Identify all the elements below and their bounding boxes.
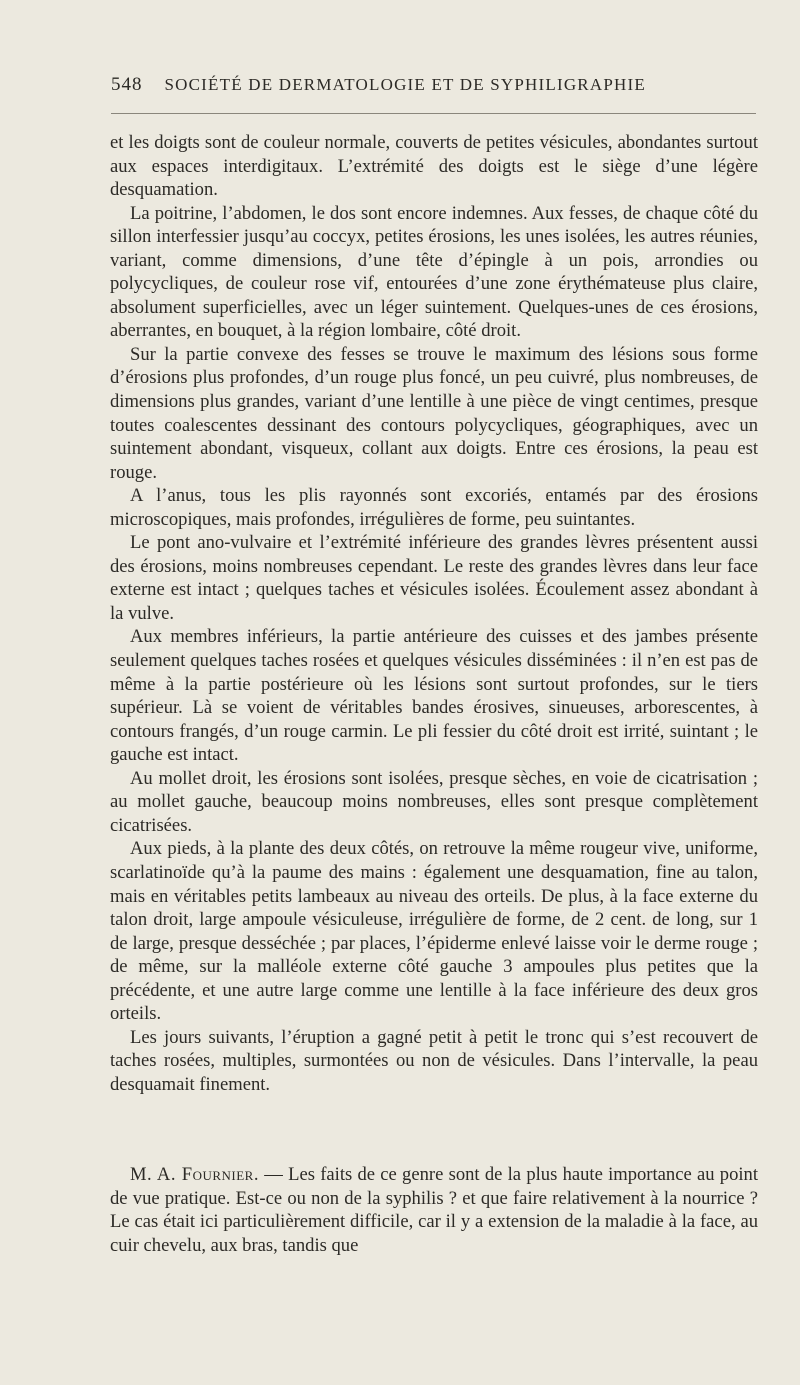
- discussion-text: — Les faits de ce genre sont de la plus haute importance au point de vue pratique. Est-ce ou non de la syphilis ? et que faire relativement à la nourrice ? Le cas était ici particulièrement difficile, car il y a extension de la maladie à la face, au cuir chevelu, aux bras, tandis que: [110, 1164, 759, 1256]
- paragraph: Les jours suivants, l’éruption a gagné petit à petit le tronc qui s’est recouvert de taches rosées, multiples, surmontées ou non de vésicules. Dans l’intervalle, la peau desquamait finement.: [110, 1026, 758, 1095]
- paragraph: Le pont ano-vulvaire et l’extrémité inférieure des grandes lèvres présentent aussi des érosions, moins nombreuses cependant. Le reste des grandes lèvres dans leur face externe est intact ; quelques taches et vésicules isolées. Écoulement assez abondant à la vulve.: [110, 532, 758, 624]
- paragraph: et les doigts sont de couleur normale, couverts de petites vésicules, abondantes surtout aux espaces interdigitaux. L’extrémité des doigts est le siège d’une légère desquamation.: [110, 132, 758, 201]
- page-number: 548: [111, 74, 143, 95]
- paragraph: Aux membres inférieurs, la partie antérieure des cuisses et des jambes présente seulement quelques taches rosées et quelques vésicules disséminées : il n’en est pas de même à la partie postérieure où les lésions sont surtout profondes, sur le tiers supérieur. Là se voient de véritables bandes érosives, sinueuses, arborescentes, à contours frangés, d’un rouge carmin. Le pli fessier du côté droit est irrité, suintant ; le gauche est intact.: [110, 626, 758, 766]
- running-head: [111, 74, 691, 104]
- journal-title: SOCIÉTÉ DE DERMATOLOGIE ET DE SYPHILIGRAPHIE: [164, 75, 646, 94]
- paragraph: Sur la partie convexe des fesses se trouve le maximum des lésions sous forme d’érosions plus profondes, d’un rouge plus foncé, un peu cuivré, plus nombreuses, de dimensions plus grandes, variant d’une lentille à une pièce de vingt centimes, presque toutes coalescentes dessinant des contours polycycliques, géographiques, avec un suintement abondant, visqueux, collant aux doigts. Entre ces érosions, la peau est rouge.: [110, 343, 758, 483]
- discussion-paragraph: [110, 1163, 758, 1257]
- speaker-name: M. A. Fournier.: [130, 1164, 260, 1185]
- discussion-section: [110, 1163, 758, 1257]
- paragraph: Aux pieds, à la plante des deux côtés, on retrouve la même rougeur vive, uniforme, scarlatinoïde qu’à la paume des mains : également une desquamation, fine au talon, mais en véritables petits lambeaux au niveau des orteils. De plus, à la face externe du talon droit, large ampoule vésiculeuse, irrégulière de forme, de 2 cent. de long, sur 1 de large, presque desséchée ; par places, l’épiderme enlevé laisse voir le derme rouge ; de même, sur la malléole externe côté gauche 3 ampoules plus petites que la précédente, et une autre large comme une lentille à la face inférieure des deux gros orteils.: [110, 838, 758, 1025]
- paragraph: A l’anus, tous les plis rayonnés sont excoriés, entamés par des érosions microscopiques, mais profondes, irrégulières de forme, peu suintantes.: [110, 485, 758, 530]
- case-report-text: [110, 131, 758, 1096]
- paragraph: La poitrine, l’abdomen, le dos sont encore indemnes. Aux fesses, de chaque côté du sillon interfessier jusqu’au coccyx, petites érosions, les unes isolées, les autres réunies, variant, comme dimensions, d’une tête d’épingle à un pois, arrondies ou polycycliques, de couleur rose vif, entourées d’une zone érythémateuse plus claire, absolument superficielles, avec un léger suintement. Quelques-unes de ces érosions, aberrantes, en bouquet, à la région lombaire, côté droit.: [110, 202, 758, 342]
- header-rule: [111, 113, 756, 114]
- paragraph: Au mollet droit, les érosions sont isolées, presque sèches, en voie de cicatrisation ; au mollet gauche, beaucoup moins nombreuses, elles sont presque complètement cicatrisées.: [110, 767, 758, 836]
